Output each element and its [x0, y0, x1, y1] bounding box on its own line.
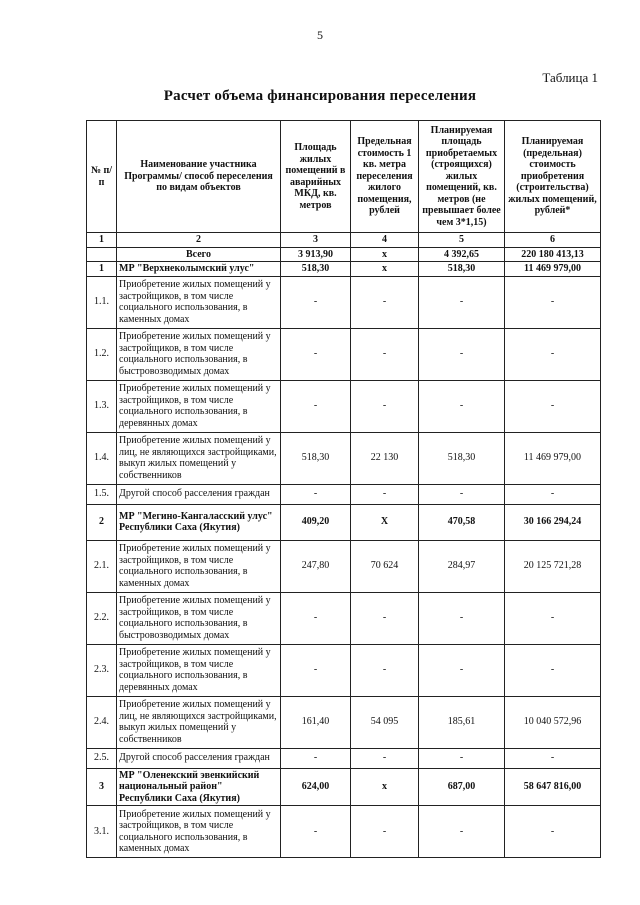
row-planned-cost: 11 469 979,00 — [505, 432, 601, 484]
row-planned-cost: - — [505, 806, 601, 858]
row-cost: - — [351, 644, 419, 696]
row-planned-area: - — [419, 592, 505, 644]
row-planned-cost: - — [505, 644, 601, 696]
row-cost: 22 130 — [351, 432, 419, 484]
table-row — [87, 247, 601, 262]
row-number: 2.4. — [87, 696, 117, 748]
table-row — [87, 644, 601, 696]
col-number: 5 — [419, 233, 505, 248]
row-area: - — [281, 484, 351, 504]
table-label: Таблица 1 — [542, 70, 598, 85]
row-area: - — [281, 380, 351, 432]
table-row — [87, 806, 601, 858]
row-number: 1.2. — [87, 328, 117, 380]
row-planned-area: - — [419, 276, 505, 328]
row-area: 3 913,90 — [281, 247, 351, 262]
row-number: 2.1. — [87, 540, 117, 592]
row-cost: - — [351, 276, 419, 328]
row-name: Приобретение жилых помещений у застройщиков, в том числе социального использования, в каменных домах — [117, 276, 281, 328]
table-row — [87, 540, 601, 592]
row-planned-cost: 20 125 721,28 — [505, 540, 601, 592]
row-number: 2.5. — [87, 748, 117, 768]
row-name: Приобретение жилых помещений у лиц, не являющихся застройщиками, выкуп жилых помещений у собственников — [117, 696, 281, 748]
row-planned-area: 687,00 — [419, 768, 505, 806]
row-planned-area: 284,97 — [419, 540, 505, 592]
row-cost: 70 624 — [351, 540, 419, 592]
row-planned-cost: - — [505, 328, 601, 380]
row-area: - — [281, 328, 351, 380]
row-name: Приобретение жилых помещений у застройщиков, в том числе социального использования, в деревянных домах — [117, 380, 281, 432]
header-planned-area: Планируемая площадь приобретаемых (строящихся) жилых помещений, кв. метров (не превышает более чем 3*1,15) — [419, 121, 505, 233]
row-area: 161,40 — [281, 696, 351, 748]
financing-table — [86, 120, 601, 858]
row-name: Приобретение жилых помещений у лиц, не являющихся застройщиками, выкуп жилых помещений у собственников — [117, 432, 281, 484]
row-name: Другой способ расселения граждан — [117, 748, 281, 768]
col-number: 3 — [281, 233, 351, 248]
row-cost: 54 095 — [351, 696, 419, 748]
row-number: 1.5. — [87, 484, 117, 504]
row-planned-cost: - — [505, 484, 601, 504]
table-row — [87, 432, 601, 484]
row-cost: - — [351, 592, 419, 644]
row-planned-cost: - — [505, 592, 601, 644]
row-planned-area: 518,30 — [419, 262, 505, 277]
table-body — [87, 247, 601, 858]
row-planned-cost: 30 166 294,24 — [505, 504, 601, 540]
table-row — [87, 768, 601, 806]
col-number: 1 — [87, 233, 117, 248]
row-planned-area: - — [419, 328, 505, 380]
row-planned-cost: - — [505, 276, 601, 328]
row-planned-area: - — [419, 806, 505, 858]
row-cost: - — [351, 806, 419, 858]
header-name: Наименование участника Программы/ способ переселения по видам объектов — [117, 121, 281, 233]
row-planned-area: - — [419, 748, 505, 768]
row-name: МР "Верхнеколымский улус" — [117, 262, 281, 277]
column-number-row — [87, 233, 601, 248]
document-title: Расчет объема финансирования переселения — [163, 88, 477, 104]
row-name: Всего — [117, 247, 281, 262]
row-name: Приобретение жилых помещений у застройщиков, в том числе социального использования, в каменных домах — [117, 540, 281, 592]
row-name: Приобретение жилых помещений у застройщиков, в том числе социального использования, в каменных домах — [117, 806, 281, 858]
table-row — [87, 504, 601, 540]
row-name: МР "Оленекский эвенкийский национальный район" Республики Саха (Якутия) — [117, 768, 281, 806]
row-cost: - — [351, 328, 419, 380]
row-cost: х — [351, 768, 419, 806]
row-planned-cost: 58 647 816,00 — [505, 768, 601, 806]
row-area: 518,30 — [281, 262, 351, 277]
table-row — [87, 696, 601, 748]
row-planned-cost: 10 040 572,96 — [505, 696, 601, 748]
header-row — [87, 121, 601, 233]
row-number: 3.1. — [87, 806, 117, 858]
row-area: - — [281, 276, 351, 328]
row-planned-area: 185,61 — [419, 696, 505, 748]
row-cost: Х — [351, 504, 419, 540]
row-cost: х — [351, 262, 419, 277]
col-number: 4 — [351, 233, 419, 248]
row-area: - — [281, 806, 351, 858]
row-area: 409,20 — [281, 504, 351, 540]
row-planned-area: 470,58 — [419, 504, 505, 540]
row-number: 3 — [87, 768, 117, 806]
table-row — [87, 380, 601, 432]
row-number: 2.3. — [87, 644, 117, 696]
row-planned-cost: 11 469 979,00 — [505, 262, 601, 277]
row-planned-cost: - — [505, 748, 601, 768]
row-planned-cost: 220 180 413,13 — [505, 247, 601, 262]
row-area: 247,80 — [281, 540, 351, 592]
row-number: 1 — [87, 262, 117, 277]
row-name: Приобретение жилых помещений у застройщиков, в том числе социального использования, в быстровозводимых домах — [117, 592, 281, 644]
table-row — [87, 328, 601, 380]
row-name: Приобретение жилых помещений у застройщиков, в том числе социального использования, в деревянных домах — [117, 644, 281, 696]
row-cost: - — [351, 484, 419, 504]
row-area: - — [281, 748, 351, 768]
row-name: Приобретение жилых помещений у застройщиков, в том числе социального использования, в быстровозводимых домах — [117, 328, 281, 380]
header-cost: Предельная стоимость 1 кв. метра переселения жилого помещения, рублей — [351, 121, 419, 233]
row-cost: - — [351, 748, 419, 768]
row-planned-cost: - — [505, 380, 601, 432]
header-area: Площадь жилых помещений в аварийных МКД, кв. метров — [281, 121, 351, 233]
row-name: МР "Мегино-Кангаласский улус" Республики Саха (Якутия) — [117, 504, 281, 540]
row-planned-area: - — [419, 380, 505, 432]
row-planned-area: 518,30 — [419, 432, 505, 484]
page-number: 5 — [317, 28, 323, 42]
header-num: № п/п — [87, 121, 117, 233]
col-number: 2 — [117, 233, 281, 248]
header-planned-cost: Планируемая (предельная) стоимость приобретения (строительства) жилых помещений, рублей* — [505, 121, 601, 233]
table-row — [87, 748, 601, 768]
row-area: 518,30 — [281, 432, 351, 484]
row-number: 1.1. — [87, 276, 117, 328]
table-row — [87, 484, 601, 504]
row-cost: - — [351, 380, 419, 432]
table-row — [87, 262, 601, 277]
row-area: - — [281, 592, 351, 644]
row-number: 1.3. — [87, 380, 117, 432]
row-number: 1.4. — [87, 432, 117, 484]
row-planned-area: - — [419, 484, 505, 504]
row-area: 624,00 — [281, 768, 351, 806]
row-number — [87, 247, 117, 262]
row-cost: х — [351, 247, 419, 262]
table-row — [87, 276, 601, 328]
row-number: 2 — [87, 504, 117, 540]
row-planned-area: 4 392,65 — [419, 247, 505, 262]
table-row — [87, 592, 601, 644]
row-planned-area: - — [419, 644, 505, 696]
col-number: 6 — [505, 233, 601, 248]
row-name: Другой способ расселения граждан — [117, 484, 281, 504]
row-number: 2.2. — [87, 592, 117, 644]
row-area: - — [281, 644, 351, 696]
